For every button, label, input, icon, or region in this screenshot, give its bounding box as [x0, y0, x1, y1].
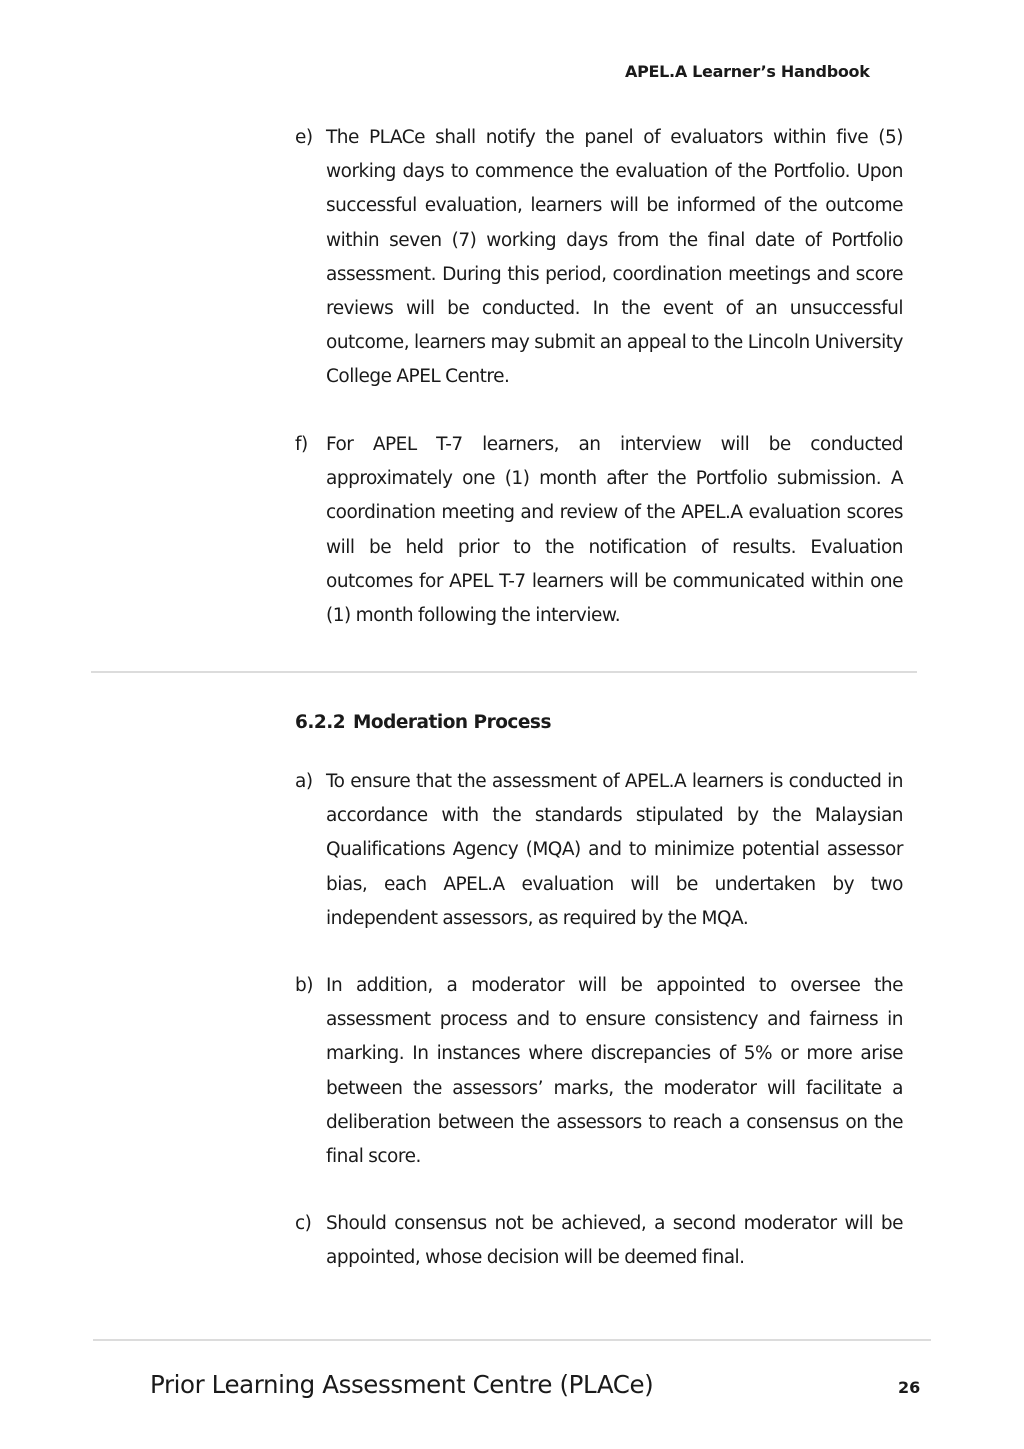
- list-item-text: In addition, a moderator will be appointed to oversee the assessment process and to ensure consistency and fairness in marking. In instances where discrepancies of 5% or more arise between the assessors’ marks, the moderator will facilitate a deliberation between the assessors to reach a consensus on the final score.: [326, 975, 903, 1168]
- section-divider: [91, 671, 917, 673]
- list-item-e: [295, 121, 903, 395]
- list-marker: c): [295, 1213, 312, 1234]
- list-item-b: [295, 969, 903, 1174]
- list-item-text: Should consensus not be achieved, a second moderator will be appointed, whose decision will be deemed final.: [326, 1213, 903, 1269]
- list-marker: b): [295, 975, 313, 996]
- page-number: 26: [898, 1378, 921, 1397]
- list-marker: a): [295, 771, 313, 792]
- list-item-text: To ensure that the assessment of APEL.A learners is conducted in accordance with the standards stipulated by the Malaysian Qualifications Agency (MQA) and to minimize potential assessor bias, each APEL.A evaluation will be undertaken by two independent assessors, as required by the MQA.: [326, 771, 903, 929]
- footer-divider: [93, 1339, 931, 1341]
- list-item-text: The PLACe shall notify the panel of evaluators within five (5) working days to commence the evaluation of the Portfolio. Upon successful evaluation, learners will be informed of the outcome within seven (7) working days from the final date of Portfolio assessment. During this period, coordination meetings and score reviews will be conducted. In the event of an unsuccessful outcome, learners may submit an appeal to the Lincoln University College APEL Centre.: [326, 127, 903, 388]
- handbook-title: APEL.A Learner’s Handbook: [625, 62, 870, 81]
- list-item-a: [295, 765, 903, 936]
- list-item-text: For APEL T-7 learners, an interview will be conducted approximately one (1) month after the Portfolio submission. A coordination meeting and review of the APEL.A evaluation scores will be held prior to the notification of results. Evaluation outcomes for APEL T-7 learners will be communicated within one (1) month following the interview.: [326, 434, 903, 627]
- list-marker: e): [295, 127, 313, 148]
- section-title: Moderation Process: [353, 712, 551, 733]
- list-item-c: [295, 1207, 903, 1275]
- list-marker: f): [295, 434, 308, 455]
- list-item-f: [295, 428, 903, 633]
- footer-organization: Prior Learning Assessment Centre (PLACe): [150, 1370, 654, 1399]
- section-heading: [295, 712, 551, 733]
- section-number: 6.2.2: [295, 712, 346, 733]
